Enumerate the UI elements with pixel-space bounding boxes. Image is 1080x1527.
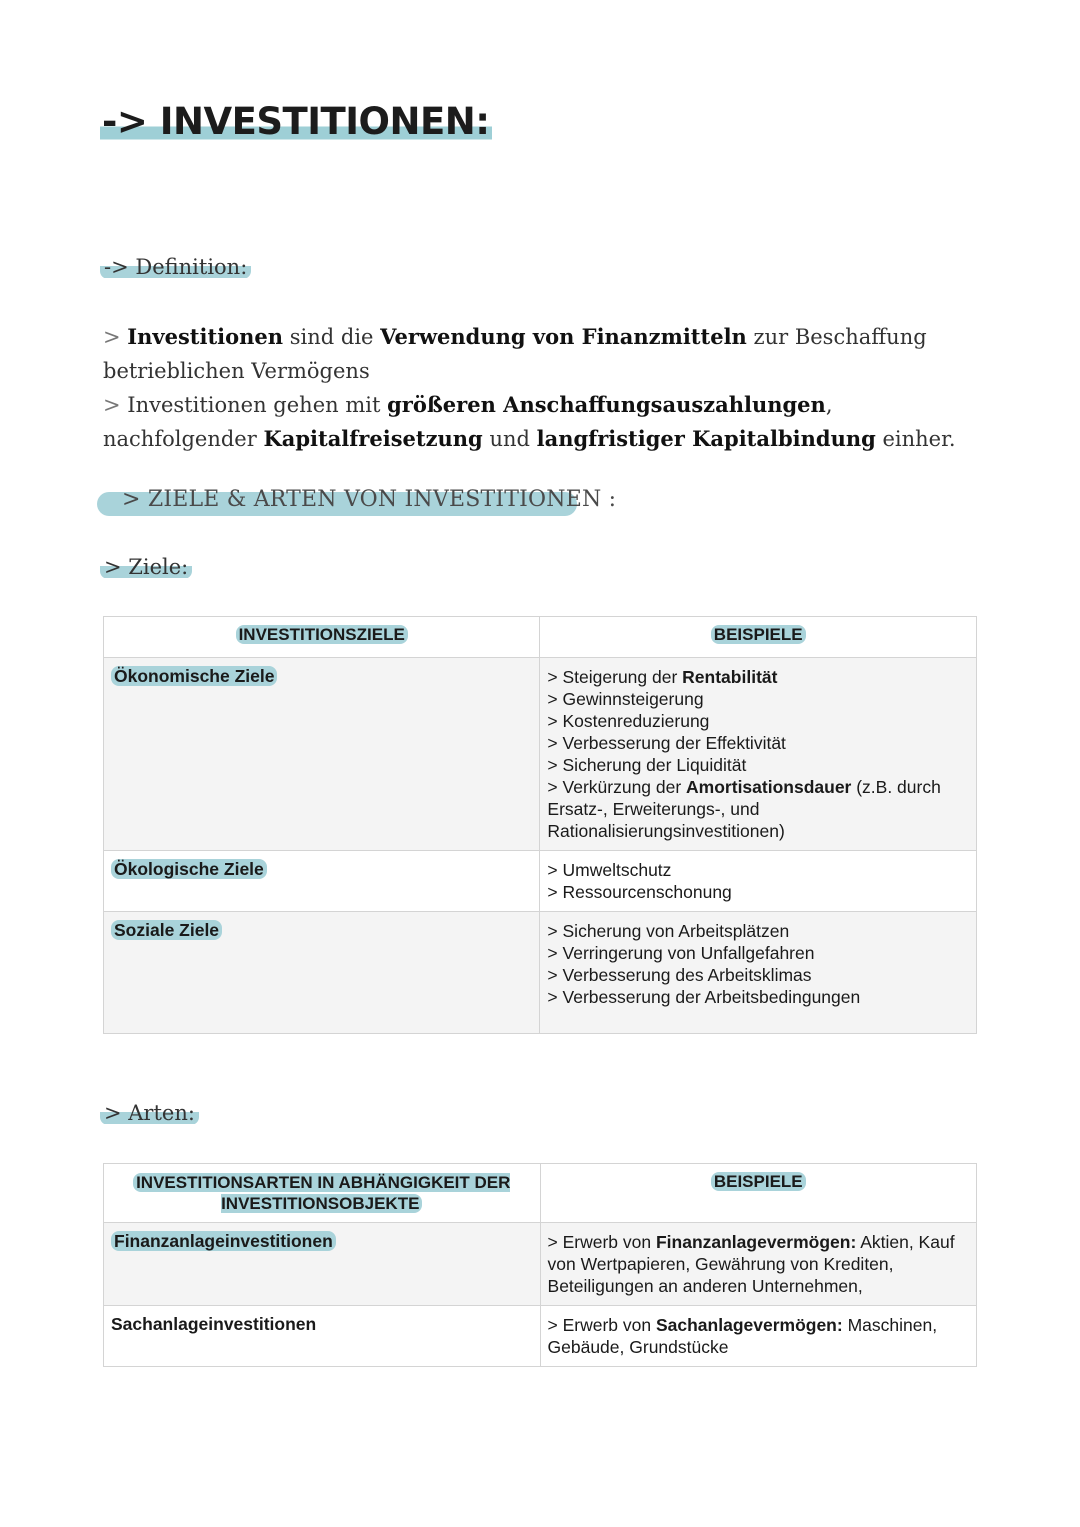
- arten-heading: > Arten:: [100, 1101, 199, 1125]
- table-cell: [540, 912, 977, 1034]
- page-title: -> INVESTITIONEN:: [102, 100, 490, 143]
- table-header: INVESTITIONSZIELE: [104, 617, 540, 658]
- list-item: > Verringerung von Unfallgefahren: [547, 943, 815, 963]
- table-row: [104, 658, 977, 851]
- table-row: [104, 912, 977, 1034]
- definition-paragraph-1: > Investitionen sind die Verwendung von Finanzmitteln zur Beschaffung betrieblichen Vermögens: [103, 324, 927, 383]
- list-item: > Gewinnsteigerung: [547, 689, 704, 709]
- list-item: > Verkürzung der Amortisationsdauer (z.B. durch Ersatz-, Erweiterungs-, und Rationalisierungsinvestitionen): [547, 777, 941, 841]
- ziele-table: [103, 616, 977, 1034]
- section-heading: > ZIELE & ARTEN VON INVESTITIONEN :: [122, 487, 617, 512]
- table-header-row: [104, 617, 977, 658]
- table-cell: [540, 1223, 976, 1306]
- table-header: BEISPIELE: [540, 617, 977, 658]
- list-item: > Sicherung der Liquidität: [547, 755, 747, 775]
- list-item: > Umweltschutz: [547, 860, 672, 880]
- table-cell: [540, 851, 977, 912]
- definition-text: [103, 320, 983, 456]
- table-row: [104, 851, 977, 912]
- list-item: > Verbesserung der Arbeitsbedingungen: [547, 987, 861, 1007]
- table-cell: [540, 1306, 976, 1367]
- table-cell: Ökologische Ziele: [104, 851, 540, 912]
- table-cell: Finanzanlageinvestitionen: [104, 1223, 541, 1306]
- list-item: > Steigerung der Rentabilität: [547, 667, 778, 687]
- table-header: INVESTITIONSARTEN IN ABHÄNGIGKEIT DER INVESTITIONSOBJEKTE: [104, 1164, 541, 1223]
- list-item: > Ressourcenschonung: [547, 882, 732, 902]
- definition-heading: -> Definition:: [100, 255, 251, 279]
- table-header: BEISPIELE: [540, 1164, 976, 1223]
- table-row: [104, 1306, 977, 1367]
- arten-table: [103, 1163, 977, 1367]
- ziele-heading: > Ziele:: [100, 555, 192, 579]
- table-row: [104, 1223, 977, 1306]
- list-item: > Erwerb von Finanzanlagevermögen: Aktien, Kauf von Wertpapieren, Gewährung von Krediten, Beteiligungen an anderen Unternehmen,: [547, 1232, 955, 1296]
- table-header-row: [104, 1164, 977, 1223]
- table-cell: Ökonomische Ziele: [104, 658, 540, 851]
- definition-paragraph-2: > Investitionen gehen mit größeren Anschaffungsauszahlungen, nachfolgender Kapitalfreisetzung und langfristiger Kapitalbindung einher.: [103, 392, 956, 451]
- table-cell: Sachanlageinvestitionen: [104, 1306, 541, 1367]
- list-item: > Sicherung von Arbeitsplätzen: [547, 921, 790, 941]
- table-cell: Soziale Ziele: [104, 912, 540, 1034]
- table-cell: [540, 658, 977, 851]
- list-item: > Verbesserung des Arbeitsklimas: [547, 965, 812, 985]
- list-item: > Kostenreduzierung: [547, 711, 710, 731]
- list-item: > Erwerb von Sachanlagevermögen: Maschinen, Gebäude, Grundstücke: [547, 1315, 938, 1357]
- list-item: > Verbesserung der Effektivität: [547, 733, 786, 753]
